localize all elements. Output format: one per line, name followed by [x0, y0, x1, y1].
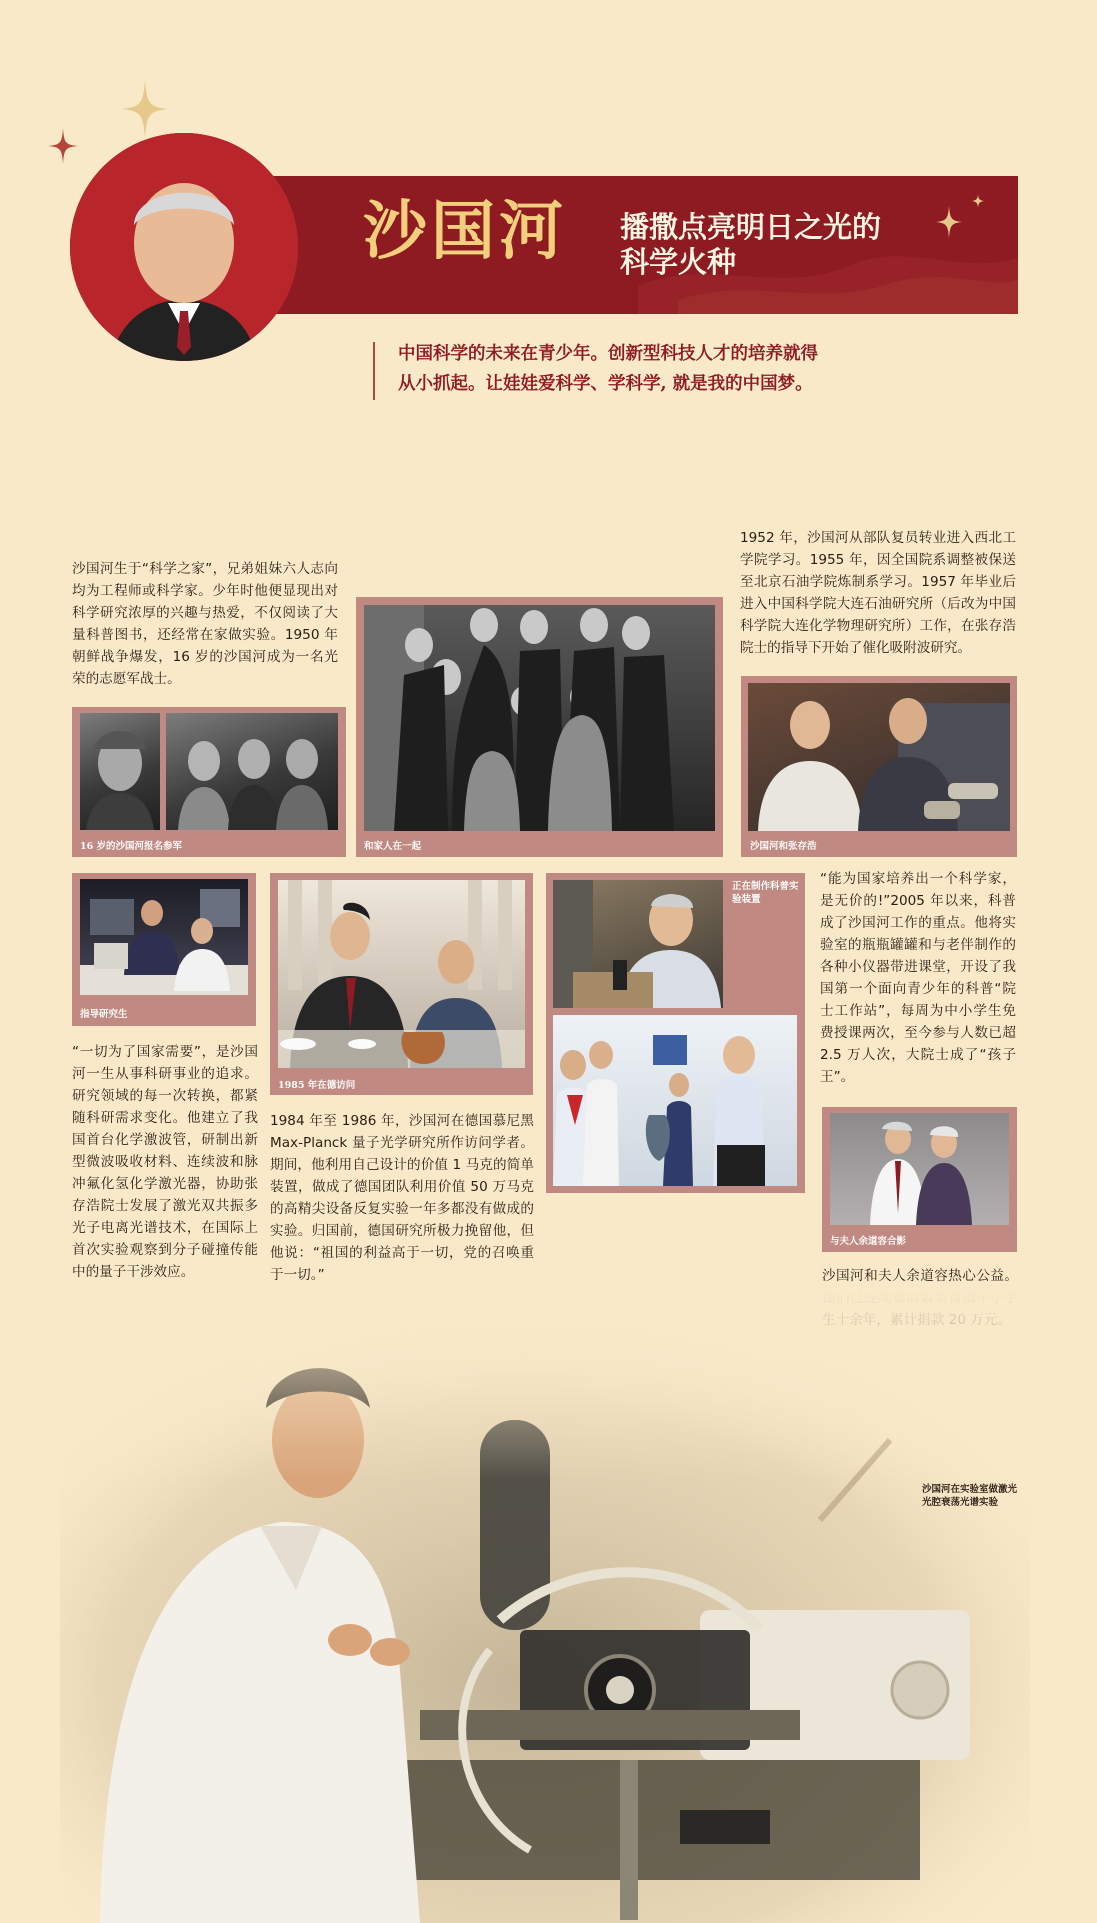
- red-sparkle-icon: [48, 128, 78, 164]
- band-small-sparkle-icon: [972, 194, 984, 208]
- wife-photo: [830, 1113, 1009, 1225]
- family-photo: [364, 605, 715, 831]
- caption-zhang: 沙国河和张存浩: [750, 841, 817, 852]
- germany-photo: [278, 880, 525, 1068]
- text-research: “一切为了国家需要”，是沙国河一生从事科研事业的追求。研究领域的每一次转换，都紧随科研需求变化。他建立了我国首台化学激波管，研制出新型微波吸收材料、连续波和脉冲氟化氢化学激光器，协助张存浩院士发展了激光双共振多光子电离光谱技术，在国际上首次实验观察到分子碰撞传能中的量子干涉效应。: [72, 1044, 258, 1281]
- caption-army: 16 岁的沙国河报名参军: [80, 841, 183, 852]
- quote-line-1: 中国科学的未来在青少年。创新型科技人才的培养就得: [398, 344, 818, 364]
- caption-lab: 沙国河在实验室做激光光腔衰荡光谱实验: [922, 1484, 1018, 1509]
- portrait-photo: [70, 133, 298, 361]
- text-early-life: 沙国河生于“科学之家”，兄弟姐妹六人志向均为工程师或科学家。少年时他便显现出对科学研究浓厚的兴趣与热爱，不仅阅读了大量科普图书，还经常在家做实验。1950 年朝鲜战争爆发，16 岁的沙国河成为一名光荣的志愿军战士。: [72, 561, 338, 688]
- kids-photo: [553, 1015, 797, 1186]
- device-photo: [553, 880, 723, 1008]
- lab-photo: [60, 1290, 1030, 1923]
- text-charity: 沙国河和夫人余道容热心公益。: [822, 1268, 1018, 1284]
- caption-device-text: 正在制作科普实验装置: [732, 881, 799, 906]
- gold-sparkle-icon: [122, 80, 168, 138]
- subtitle: [620, 210, 950, 281]
- caption-germany: 1985 年在德访问: [278, 1080, 356, 1091]
- army-group-photo: [166, 713, 338, 830]
- subtitle-line-2: 科学火种: [620, 245, 737, 280]
- text-education: 1952 年，沙国河从部队复员转业进入西北工学院学习。1955 年，因全国院系调整被保送至北京石油学院炼制系学习。1957 年毕业后进入中国科学院大连石油研究所（后改为中国科学院大连化学物理研究所）工作，在张存浩院士的指导下开始了催化吸附波研究。: [740, 530, 1016, 657]
- page-title: 沙国河: [363, 194, 567, 269]
- caption-device: [732, 880, 800, 907]
- caption-students: 指导研究生: [80, 1009, 128, 1020]
- subtitle-line-1: 播撒点亮明日之光的: [620, 210, 882, 244]
- quote-bar: [373, 342, 375, 400]
- quote: [398, 340, 898, 400]
- caption-family: 和家人在一起: [364, 841, 422, 852]
- quote-line-2: 从小抓起。让娃娃爱科学、学科学, 就是我的中国梦。: [398, 373, 813, 394]
- army-portrait-photo: [80, 713, 160, 830]
- text-germany: 1984 年至 1986 年，沙国河在德国慕尼黑 Max-Planck 量子光学研究所作访问学者。期间，他利用自己设计的价值 1 马克的简单装置，做成了德国团队利用价值 50 万马克的高精尖设备反复实验一年多都没有做成的实验。归国前，德国研究所极力挽留他，但他说：“祖国的利益高于一切，党的召唤重于一切。”: [270, 1113, 534, 1284]
- zhang-photo: [748, 683, 1010, 831]
- text-education-outreach: “能为国家培养出一个科学家，是无价的!”2005 年以来，科普成了沙国河工作的重点。他将实验室的瓶瓶罐罐和与老伴制作的各种小仪器带进课堂，开设了我国第一个面向青少年的科普“院士工作站”，每周为中小学生免费授课两次，至今参与人数已超 2.5 万人次，大院士成了“孩子王”。: [820, 871, 1016, 1086]
- students-photo: [80, 879, 248, 995]
- caption-wife: 与夫人余道容合影: [830, 1236, 907, 1247]
